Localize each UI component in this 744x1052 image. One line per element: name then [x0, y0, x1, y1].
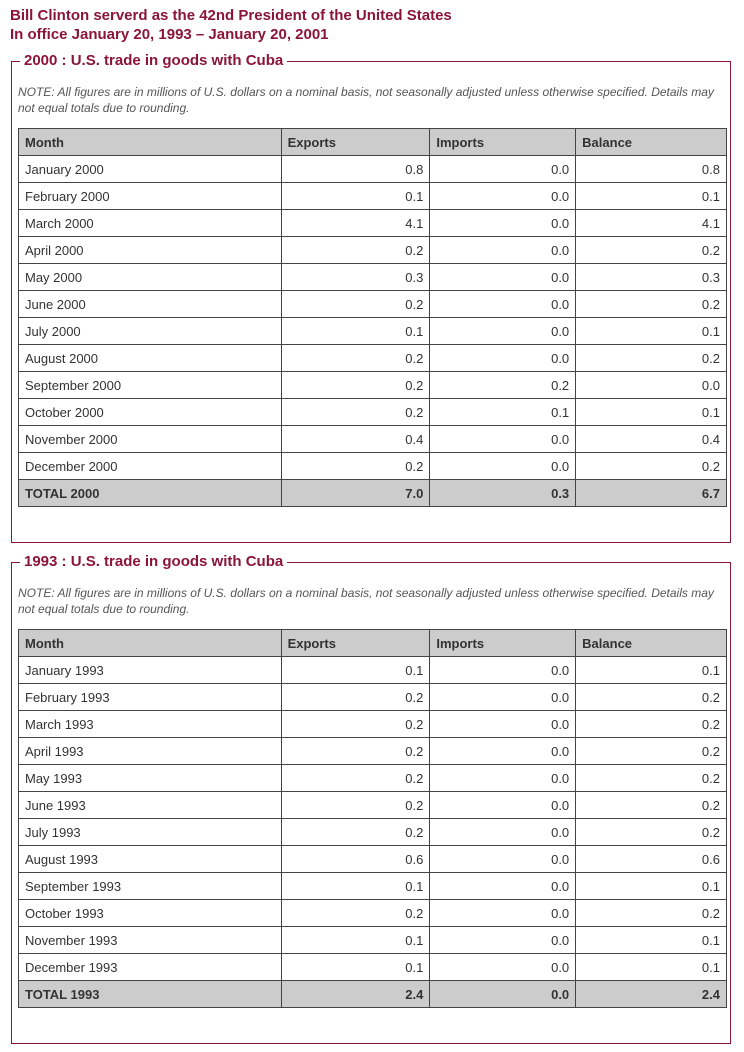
imports-cell: 0.0	[430, 846, 576, 873]
imports-cell: 0.0	[430, 345, 576, 372]
column-header-balance: Balance	[576, 630, 727, 657]
month-cell: April 1993	[19, 738, 282, 765]
imports-cell: 0.0	[430, 657, 576, 684]
imports-cell: 0.2	[430, 372, 576, 399]
month-cell: September 1993	[19, 873, 282, 900]
month-cell: December 1993	[19, 954, 282, 981]
exports-cell: 0.1	[281, 657, 430, 684]
balance-cell: 0.3	[576, 264, 727, 291]
month-cell: August 2000	[19, 345, 282, 372]
page-header	[10, 6, 452, 44]
column-header-month: Month	[19, 129, 282, 156]
table-row	[19, 210, 727, 237]
month-cell: July 1993	[19, 819, 282, 846]
table-header-row	[19, 630, 727, 657]
exports-cell: 0.2	[281, 684, 430, 711]
balance-cell: 4.1	[576, 210, 727, 237]
table-row	[19, 345, 727, 372]
month-cell: May 1993	[19, 765, 282, 792]
balance-cell: 0.2	[576, 819, 727, 846]
table-row	[19, 711, 727, 738]
exports-cell: 0.2	[281, 765, 430, 792]
exports-cell: 0.2	[281, 291, 430, 318]
month-cell: October 2000	[19, 399, 282, 426]
table-row	[19, 819, 727, 846]
month-cell: September 2000	[19, 372, 282, 399]
exports-cell: 0.2	[281, 399, 430, 426]
exports-cell: 0.1	[281, 873, 430, 900]
table-row	[19, 318, 727, 345]
imports-cell: 0.0	[430, 264, 576, 291]
table-total-row	[19, 981, 727, 1008]
table-row	[19, 372, 727, 399]
imports-cell: 0.0	[430, 291, 576, 318]
section-title: 1993 : U.S. trade in goods with Cuba	[20, 552, 287, 572]
exports-cell: 0.1	[281, 318, 430, 345]
table-row	[19, 657, 727, 684]
total-exports-cell: 7.0	[281, 480, 430, 507]
table-total-row	[19, 480, 727, 507]
imports-cell: 0.0	[430, 792, 576, 819]
imports-cell: 0.0	[430, 183, 576, 210]
balance-cell: 0.2	[576, 711, 727, 738]
column-header-month: Month	[19, 630, 282, 657]
imports-cell: 0.0	[430, 318, 576, 345]
balance-cell: 0.4	[576, 426, 727, 453]
exports-cell: 0.1	[281, 927, 430, 954]
month-cell: February 1993	[19, 684, 282, 711]
month-cell: June 1993	[19, 792, 282, 819]
table-row	[19, 954, 727, 981]
total-balance-cell: 2.4	[576, 981, 727, 1008]
exports-cell: 0.2	[281, 345, 430, 372]
table-row	[19, 846, 727, 873]
month-cell: January 2000	[19, 156, 282, 183]
balance-cell: 0.2	[576, 792, 727, 819]
balance-cell: 0.1	[576, 399, 727, 426]
imports-cell: 0.0	[430, 819, 576, 846]
column-header-imports: Imports	[430, 630, 576, 657]
month-cell: February 2000	[19, 183, 282, 210]
balance-cell: 0.2	[576, 291, 727, 318]
month-cell: June 2000	[19, 291, 282, 318]
column-header-exports: Exports	[281, 129, 430, 156]
imports-cell: 0.0	[430, 684, 576, 711]
exports-cell: 0.1	[281, 183, 430, 210]
trade-table	[18, 629, 727, 1008]
table-row	[19, 264, 727, 291]
month-cell: October 1993	[19, 900, 282, 927]
table-row	[19, 900, 727, 927]
exports-cell: 0.2	[281, 819, 430, 846]
table-row	[19, 927, 727, 954]
table-header-row	[19, 129, 727, 156]
table-body	[19, 657, 727, 1008]
balance-cell: 0.2	[576, 738, 727, 765]
month-cell: August 1993	[19, 846, 282, 873]
month-cell: November 1993	[19, 927, 282, 954]
table-row	[19, 291, 727, 318]
trade-section-2000	[11, 52, 731, 543]
balance-cell: 0.2	[576, 684, 727, 711]
balance-cell: 0.8	[576, 156, 727, 183]
table-row	[19, 237, 727, 264]
table-row	[19, 453, 727, 480]
imports-cell: 0.0	[430, 765, 576, 792]
exports-cell: 0.2	[281, 453, 430, 480]
trade-table	[18, 128, 727, 507]
month-cell: May 2000	[19, 264, 282, 291]
table-row	[19, 765, 727, 792]
balance-cell: 0.1	[576, 954, 727, 981]
exports-cell: 0.2	[281, 237, 430, 264]
exports-cell: 0.8	[281, 156, 430, 183]
section-note: NOTE: All figures are in millions of U.S. dollars on a nominal basis, not seasonally adjusted unless otherwise specified. Details may not equal totals due to rounding.	[18, 85, 714, 115]
total-balance-cell: 6.7	[576, 480, 727, 507]
month-cell: March 2000	[19, 210, 282, 237]
total-imports-cell: 0.3	[430, 480, 576, 507]
page-title-line1: Bill Clinton serverd as the 42nd President of the United States	[10, 7, 452, 24]
page-title-line2: In office January 20, 1993 – January 20, 2001	[10, 26, 329, 43]
balance-cell: 0.2	[576, 345, 727, 372]
month-cell: January 1993	[19, 657, 282, 684]
balance-cell: 0.1	[576, 657, 727, 684]
imports-cell: 0.0	[430, 738, 576, 765]
section-title: 2000 : U.S. trade in goods with Cuba	[20, 51, 287, 71]
balance-cell: 0.0	[576, 372, 727, 399]
total-imports-cell: 0.0	[430, 981, 576, 1008]
column-header-imports: Imports	[430, 129, 576, 156]
column-header-exports: Exports	[281, 630, 430, 657]
imports-cell: 0.0	[430, 927, 576, 954]
exports-cell: 0.1	[281, 954, 430, 981]
balance-cell: 0.1	[576, 318, 727, 345]
table-body	[19, 156, 727, 507]
imports-cell: 0.0	[430, 954, 576, 981]
balance-cell: 0.2	[576, 765, 727, 792]
imports-cell: 0.0	[430, 711, 576, 738]
total-month-cell: TOTAL 2000	[19, 480, 282, 507]
imports-cell: 0.0	[430, 237, 576, 264]
imports-cell: 0.1	[430, 399, 576, 426]
imports-cell: 0.0	[430, 210, 576, 237]
month-cell: December 2000	[19, 453, 282, 480]
table-row	[19, 156, 727, 183]
table-row	[19, 738, 727, 765]
table-row	[19, 792, 727, 819]
exports-cell: 0.3	[281, 264, 430, 291]
section-note: NOTE: All figures are in millions of U.S. dollars on a nominal basis, not seasonally adjusted unless otherwise specified. Details may not equal totals due to rounding.	[18, 586, 714, 616]
imports-cell: 0.0	[430, 873, 576, 900]
trade-section-1993	[11, 553, 731, 1044]
table-row	[19, 399, 727, 426]
total-month-cell: TOTAL 1993	[19, 981, 282, 1008]
exports-cell: 0.2	[281, 900, 430, 927]
month-cell: March 1993	[19, 711, 282, 738]
month-cell: November 2000	[19, 426, 282, 453]
balance-cell: 0.2	[576, 237, 727, 264]
total-exports-cell: 2.4	[281, 981, 430, 1008]
balance-cell: 0.6	[576, 846, 727, 873]
imports-cell: 0.0	[430, 426, 576, 453]
column-header-balance: Balance	[576, 129, 727, 156]
imports-cell: 0.0	[430, 156, 576, 183]
table-row	[19, 183, 727, 210]
month-cell: July 2000	[19, 318, 282, 345]
imports-cell: 0.0	[430, 453, 576, 480]
balance-cell: 0.1	[576, 927, 727, 954]
balance-cell: 0.1	[576, 183, 727, 210]
table-row	[19, 873, 727, 900]
exports-cell: 0.2	[281, 738, 430, 765]
balance-cell: 0.2	[576, 900, 727, 927]
exports-cell: 0.4	[281, 426, 430, 453]
table-row	[19, 426, 727, 453]
exports-cell: 0.2	[281, 711, 430, 738]
month-cell: April 2000	[19, 237, 282, 264]
exports-cell: 4.1	[281, 210, 430, 237]
balance-cell: 0.1	[576, 873, 727, 900]
imports-cell: 0.0	[430, 900, 576, 927]
balance-cell: 0.2	[576, 453, 727, 480]
exports-cell: 0.2	[281, 792, 430, 819]
table-row	[19, 684, 727, 711]
exports-cell: 0.2	[281, 372, 430, 399]
exports-cell: 0.6	[281, 846, 430, 873]
